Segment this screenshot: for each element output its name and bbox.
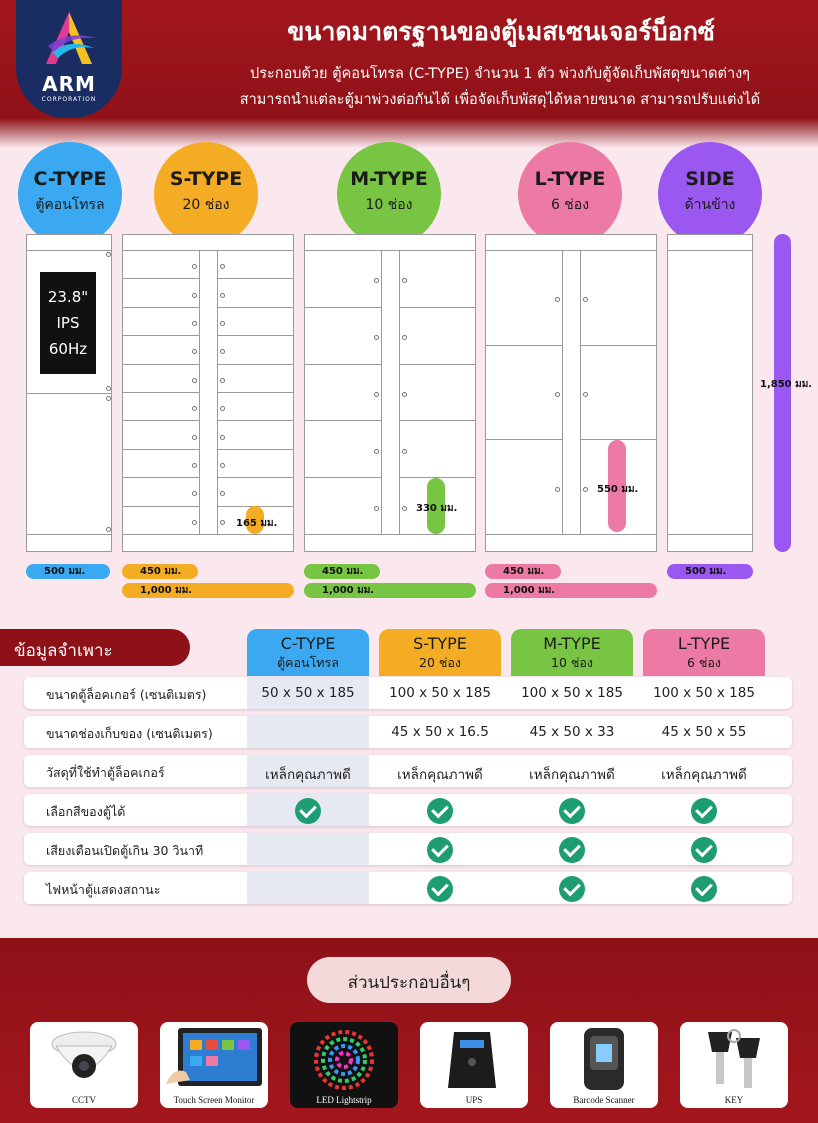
m-type-cabinet-knob xyxy=(374,392,379,397)
c-type-knob xyxy=(106,252,111,257)
accessory-led xyxy=(290,1022,398,1108)
checkmark-icon xyxy=(559,798,585,824)
l-type-cabinet-top-line xyxy=(485,250,657,251)
spec-row xyxy=(24,833,792,865)
s-type-cabinet-knob xyxy=(220,463,225,468)
touch-screen-icon xyxy=(160,1022,268,1094)
s-type-cabinet-shelf xyxy=(217,477,294,478)
m-type-cabinet-knob xyxy=(402,449,407,454)
m-type-cabinet-shelf xyxy=(399,307,476,308)
type-circle-s xyxy=(154,142,258,246)
m-type-cabinet-bottom-line xyxy=(304,534,476,535)
accessory-key-label: KEY xyxy=(724,1095,744,1105)
spec-cell: เหล็กคุณภาพดี xyxy=(247,755,369,787)
s-type-cabinet-bottom-line xyxy=(122,534,294,535)
m-depth-pill: 450 มม. xyxy=(304,564,380,579)
spec-cell: 100 x 50 x 185 xyxy=(389,685,491,701)
spec-row-label: ขนาดช่องเก็บของ (เซนติเมตร) xyxy=(46,726,213,741)
s-type-cabinet-knob xyxy=(192,378,197,383)
spec-cell: 45 x 50 x 55 xyxy=(661,724,747,740)
accessory-cctv-label: CCTV xyxy=(71,1095,96,1105)
m-type-cabinet-shelf xyxy=(399,420,476,421)
side-depth-pill: 500 มม. xyxy=(667,564,753,579)
s-type-cabinet-knob xyxy=(192,349,197,354)
s-type-cabinet-knob xyxy=(220,293,225,298)
type-circle-side xyxy=(658,142,762,246)
m-type-cabinet-center-right xyxy=(399,250,400,534)
l-type-cabinet-knob xyxy=(555,487,560,492)
page-subtitle-1: ประกอบด้วย ตู้คอนโทรล (C-TYPE) จำนวน 1 ตัว พ่วงกับตู้จัดเก็บพัสดุขนาดต่างๆ xyxy=(250,66,750,82)
spec-row xyxy=(24,677,792,709)
led-strip-icon xyxy=(290,1022,398,1094)
m-type-cabinet-top-line xyxy=(304,250,476,251)
type-l-sub: 6 ช่อง xyxy=(550,197,590,213)
checkmark-icon xyxy=(295,798,321,824)
type-circle-c xyxy=(18,142,122,246)
checkmark-icon xyxy=(427,876,453,902)
m-type-cabinet-knob xyxy=(374,449,379,454)
type-s-sub: 20 ช่อง xyxy=(182,197,230,213)
c-type-divider xyxy=(26,393,112,394)
s-type-cabinet-shelf xyxy=(122,392,199,393)
spec-col-c-sub: ตู้คอนโทรล xyxy=(277,655,339,670)
accessory-key xyxy=(680,1022,788,1108)
m-type-cabinet-knob xyxy=(402,506,407,511)
s-type-cabinet-knob xyxy=(220,321,225,326)
s-type-cabinet-shelf xyxy=(122,364,199,365)
side-cabinet-bottom-line xyxy=(667,534,753,535)
spec-col-l xyxy=(643,629,765,676)
l-type-cabinet-shelf xyxy=(485,345,562,346)
l-width-pill: 1,000 มม. xyxy=(485,583,657,598)
type-circle-l xyxy=(518,142,622,246)
c-type-knob xyxy=(106,527,111,532)
s-type-cabinet-knob xyxy=(220,264,225,269)
spec-cell xyxy=(379,794,501,826)
m-type-cabinet-knob xyxy=(374,278,379,283)
spec-cell: 100 x 50 x 185 xyxy=(521,685,623,701)
footer-title: ส่วนประกอบอื่นๆ xyxy=(307,957,511,1003)
spec-row xyxy=(24,716,792,748)
s-type-cabinet-knob xyxy=(220,378,225,383)
spec-col-s-sub: 20 ช่อง xyxy=(419,655,461,670)
page-subtitle-2: สามารถนำแต่ละตู้มาพ่วงต่อกันได้ เพื่อจัดเก็บพัสดุได้หลายขนาด สามารถปรับแต่งได้ xyxy=(239,92,761,108)
screen-size: 23.8" xyxy=(47,288,89,306)
spec-col-c-name: C-TYPE xyxy=(280,634,336,653)
screen-panel: IPS xyxy=(56,314,80,332)
spec-col-m xyxy=(511,629,633,676)
s-width-pill: 1,000 มม. xyxy=(122,583,294,598)
s-type-cabinet-knob xyxy=(192,435,197,440)
type-l-name: L-TYPE xyxy=(534,168,606,190)
s-type-cabinet-shelf xyxy=(122,420,199,421)
m-type-cabinet-shelf xyxy=(304,420,381,421)
side-cabinet xyxy=(667,234,753,552)
type-s-name: S-TYPE xyxy=(169,168,243,190)
s-type-cabinet-shelf xyxy=(122,278,199,279)
spec-cell xyxy=(511,794,633,826)
spec-cell: เหล็กคุณภาพดี xyxy=(397,767,483,783)
spec-label: ข้อมูลจำเพาะ xyxy=(0,629,190,666)
s-depth-pill: 450 มม. xyxy=(122,564,198,579)
checkmark-icon xyxy=(427,798,453,824)
side-cabinet-top-line xyxy=(667,250,753,251)
checkmark-icon xyxy=(691,876,717,902)
spec-cell xyxy=(379,872,501,904)
spec-row-label: ขนาดตู้ล็อคเกอร์ (เซนติเมตร) xyxy=(46,687,207,702)
spec-col-c xyxy=(247,629,369,676)
spec-row xyxy=(24,794,792,826)
spec-row xyxy=(24,755,792,787)
l-type-cabinet-center-left xyxy=(562,250,563,534)
s-type-cabinet xyxy=(122,234,294,552)
l-type-cabinet-knob xyxy=(583,392,588,397)
spec-cell: 100 x 50 x 185 xyxy=(653,685,755,701)
spec-row-label: เสียงเตือนเปิดตู้เกิน 30 วินาที xyxy=(46,843,204,858)
spec-col-m-sub: 10 ช่อง xyxy=(551,655,593,670)
s-type-cabinet-knob xyxy=(192,264,197,269)
s-type-cabinet-knob xyxy=(220,520,225,525)
type-m-name: M-TYPE xyxy=(350,168,428,190)
spec-cell xyxy=(247,794,369,826)
spec-col-l-sub: 6 ช่อง xyxy=(686,655,722,670)
spec-cell xyxy=(247,833,369,865)
m-type-cabinet-center-left xyxy=(381,250,382,534)
spec-row-label: วัสดุที่ใช้ทำตู้ล็อคเกอร์ xyxy=(46,765,165,780)
s-type-cabinet-knob xyxy=(192,520,197,525)
s-type-cabinet-shelf xyxy=(217,364,294,365)
m-type-cabinet-knob xyxy=(374,335,379,340)
spec-cell: เหล็กคุณภาพดี xyxy=(529,767,615,783)
accessory-led-label: LED Lightstrip xyxy=(316,1095,372,1105)
l-type-cabinet-bottom-line xyxy=(485,534,657,535)
s-type-cabinet-shelf xyxy=(122,477,199,478)
s-type-cabinet-knob xyxy=(192,463,197,468)
spec-cell xyxy=(511,872,633,904)
m-type-cabinet-shelf xyxy=(304,364,381,365)
m-type-cabinet-shelf xyxy=(399,364,476,365)
height-dim-label: 1,850 มม. xyxy=(760,379,813,390)
m-type-cabinet-shelf xyxy=(304,477,381,478)
l-type-cabinet-knob xyxy=(583,487,588,492)
spec-cell: เหล็กคุณภาพดี xyxy=(661,767,747,783)
logo-mark-icon xyxy=(38,8,100,70)
l-depth-pill: 450 มม. xyxy=(485,564,561,579)
l-slot-dim-label: 550 มม. xyxy=(597,484,639,495)
type-side-sub: ด้านข้าง xyxy=(684,197,736,213)
spec-col-l-name: L-TYPE xyxy=(677,634,731,653)
type-m-sub: 10 ช่อง xyxy=(365,197,413,213)
screen-refresh: 60Hz xyxy=(48,340,88,358)
accessory-touch-screen xyxy=(160,1022,268,1108)
c-type-knob xyxy=(106,396,111,401)
c-type-knob xyxy=(106,386,111,391)
l-type-cabinet-knob xyxy=(555,297,560,302)
l-type-cabinet xyxy=(485,234,657,552)
s-type-cabinet-shelf xyxy=(217,449,294,450)
spec-col-s-name: S-TYPE xyxy=(413,634,467,653)
s-type-cabinet-knob xyxy=(192,406,197,411)
type-c-sub: ตู้คอนโทรล xyxy=(35,197,105,213)
m-type-cabinet-knob xyxy=(402,392,407,397)
m-type-cabinet-knob xyxy=(402,335,407,340)
l-type-cabinet-knob xyxy=(555,392,560,397)
logo-sub: CORPORATION xyxy=(41,96,97,103)
s-type-cabinet-shelf xyxy=(217,307,294,308)
l-type-cabinet-shelf xyxy=(485,439,562,440)
height-dim-bar xyxy=(774,234,791,552)
checkmark-icon xyxy=(427,837,453,863)
accessory-barcode-scanner xyxy=(550,1022,658,1108)
l-type-cabinet-shelf xyxy=(580,345,657,346)
s-type-cabinet-shelf xyxy=(217,335,294,336)
spec-cell: 45 x 50 x 33 xyxy=(529,724,615,740)
accessory-cctv xyxy=(30,1022,138,1108)
s-type-cabinet-shelf xyxy=(217,392,294,393)
c-type-cabinet-bottom-line xyxy=(26,534,112,535)
s-type-cabinet-knob xyxy=(220,491,225,496)
accessory-ups xyxy=(420,1022,528,1108)
spec-row-label: ไฟหน้าตู้แสดงสถานะ xyxy=(46,882,161,897)
spec-row-label: เลือกสีของตู้ได้ xyxy=(46,804,126,819)
s-type-cabinet-shelf xyxy=(217,420,294,421)
s-type-cabinet-knob xyxy=(192,491,197,496)
key-icon xyxy=(680,1022,788,1094)
m-type-cabinet-knob xyxy=(402,278,407,283)
s-type-cabinet-shelf xyxy=(122,307,199,308)
c-type-cabinet-top-line xyxy=(26,250,112,251)
logo xyxy=(16,0,122,118)
accessory-barcode-scanner-label: Barcode Scanner xyxy=(573,1095,635,1105)
type-side-name: SIDE xyxy=(685,168,735,190)
checkmark-icon xyxy=(559,876,585,902)
spec-cell xyxy=(643,833,765,865)
type-circle-m xyxy=(337,142,441,246)
accessory-touch-screen-label: Touch Screen Monitor xyxy=(173,1095,255,1105)
spec-cell xyxy=(247,716,369,748)
logo-brand: ARM xyxy=(42,72,96,96)
spec-cell xyxy=(247,872,369,904)
checkmark-icon xyxy=(691,837,717,863)
spec-cell: 45 x 50 x 16.5 xyxy=(391,724,489,740)
c-type-screen xyxy=(40,272,96,374)
ups-icon xyxy=(420,1022,528,1094)
s-type-cabinet-shelf xyxy=(122,335,199,336)
s-type-cabinet-knob xyxy=(192,321,197,326)
spec-row xyxy=(24,872,792,904)
spec-col-m-name: M-TYPE xyxy=(543,634,601,653)
m-type-cabinet-shelf xyxy=(304,307,381,308)
spec-cell xyxy=(511,833,633,865)
accessory-ups-label: UPS xyxy=(465,1095,483,1105)
spec-cell xyxy=(643,794,765,826)
c-depth-pill: 500 มม. xyxy=(26,564,110,579)
s-type-cabinet-knob xyxy=(220,406,225,411)
s-type-cabinet-shelf xyxy=(217,278,294,279)
s-type-cabinet-knob xyxy=(192,293,197,298)
l-type-cabinet-center-right xyxy=(580,250,581,534)
checkmark-icon xyxy=(559,837,585,863)
page-title: ขนาดมาตรฐานของตู้เมสเซนเจอร์บ็อกซ์ xyxy=(287,17,715,46)
cctv-icon xyxy=(30,1022,138,1094)
s-type-cabinet-center-left xyxy=(199,250,200,534)
s-slot-dim-label: 165 มม. xyxy=(236,518,278,529)
barcode-scanner-icon xyxy=(550,1022,658,1094)
m-slot-dim-label: 330 มม. xyxy=(416,503,458,514)
s-type-cabinet-shelf xyxy=(122,506,199,507)
spec-col-s xyxy=(379,629,501,676)
m-type-cabinet-knob xyxy=(374,506,379,511)
l-type-cabinet-knob xyxy=(583,297,588,302)
s-type-cabinet-top-line xyxy=(122,250,294,251)
spec-cell xyxy=(643,872,765,904)
spec-cell xyxy=(379,833,501,865)
checkmark-icon xyxy=(691,798,717,824)
m-width-pill: 1,000 มม. xyxy=(304,583,476,598)
spec-cell: 50 x 50 x 185 xyxy=(247,677,369,709)
s-type-cabinet-shelf xyxy=(122,449,199,450)
s-type-cabinet-knob xyxy=(220,349,225,354)
s-type-cabinet-knob xyxy=(220,435,225,440)
type-c-name: C-TYPE xyxy=(33,168,107,190)
